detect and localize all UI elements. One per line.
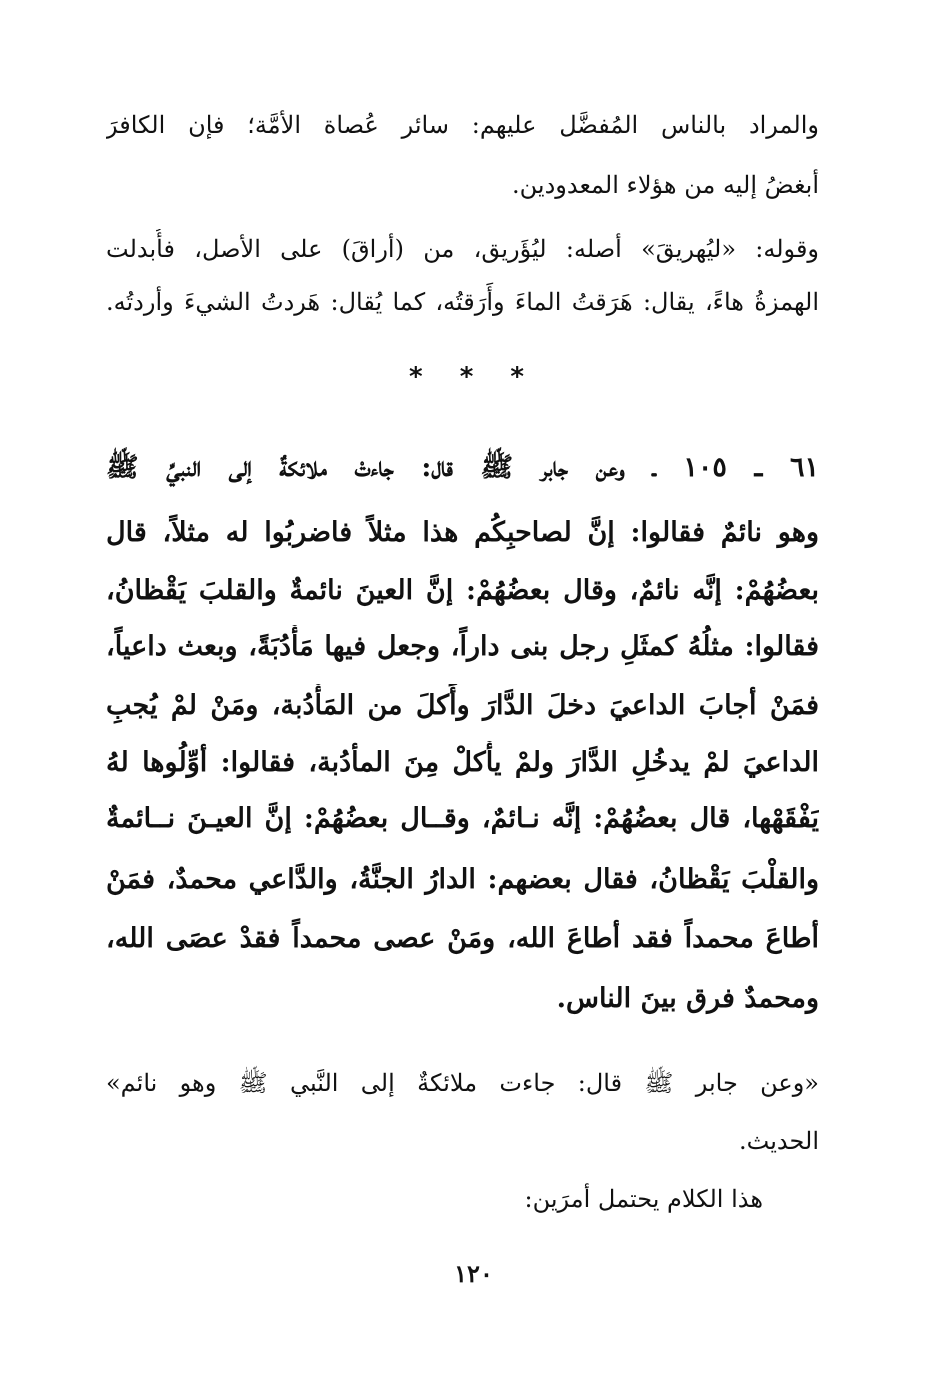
paragraph-2-line-2: الهمزةُ هاءً، يقال: هَرَقتُ الماءَ وأَرَقتُه، كما يُقال: هَردتُ الشيءَ وأردتُه. [106,288,819,316]
commentary-line-1: «وعن جابر ﷺ قال: جاءت ملائكةٌ إلى النَّبي ﷺ وهو نائم» [106,1069,819,1097]
hadith-line-5: فمَنْ أجابَ الداعيَ دخلَ الدَّارَ وأَكلَ من المَأْدُبة، ومَنْ لمْ يُجبِ [106,690,819,721]
commentary-line-2: الحديث. [739,1127,819,1155]
hadith-line-9: أطاعَ محمداً فقد أطاعَ الله، ومَنْ عصى محمداً فقدْ عصَى الله، [106,923,819,954]
hadith-line-3: بعضُهُمْ: إنَّه نائمٌ، وقال بعضُهُمْ: إنَّ العينَ نائمةٌ والقلبَ يَقْظانُ، [106,575,819,606]
hadith-line-1: ٦١ ـ ١٠٥ ـ وعن جابر ﷺ قال: جاءتْ ملائكةٌ إلى النبيِّ ﷺ [106,452,819,483]
paragraph-1-line-1: والمراد بالناس المُفضَّل عليهم: سائر عُصاة الأمَّة؛ فإن الكافرَ [106,111,819,139]
page-number: ١٢٠ [454,1259,493,1288]
hadith-line-2: وهو نائمٌ فقالوا: إنَّ لصاحبِكُم هذا مثلاً فاضربُوا له مثلاً، قال [106,517,819,548]
section-separator: * * * [409,362,538,392]
paragraph-2-line-1: وقوله: «ليُهريقَ» أصله: ليُؤَريق، من (أراقَ) على الأصل، فأُبدلت [106,235,819,263]
commentary-line-3: هذا الكلام يحتمل أمرَين: [524,1185,763,1213]
hadith-line-10: ومحمدٌ فرق بينَ الناس. [556,983,819,1014]
hadith-line-7: يَفْقَهْها، قال بعضُهُمْ: إنَّه نـائمٌ، وقــال بعضُهُمْ: إنَّ العيـنَ نــائمةٌ [106,803,819,834]
hadith-line-8: والقلْبَ يَقْظانُ، فقال بعضهم: الدارُ الجنَّةُ، والدَّاعي محمدٌ، فمَنْ [106,864,819,895]
paragraph-1-line-2: أبغضُ إليه من هؤلاء المعدودين. [512,171,819,199]
hadith-line-4: فقالوا: مثلُهُ كمثَلِ رجل بنى داراً، وجعل فيها مَأْدُبَةً، وبعث داعياً، [106,631,819,662]
hadith-line-6: الداعيَ لمْ يدخُلِ الدَّارَ ولمْ يأْكلْ مِنَ المأدُبة، فقالوا: أوِّلُوها لهُ [106,747,819,778]
